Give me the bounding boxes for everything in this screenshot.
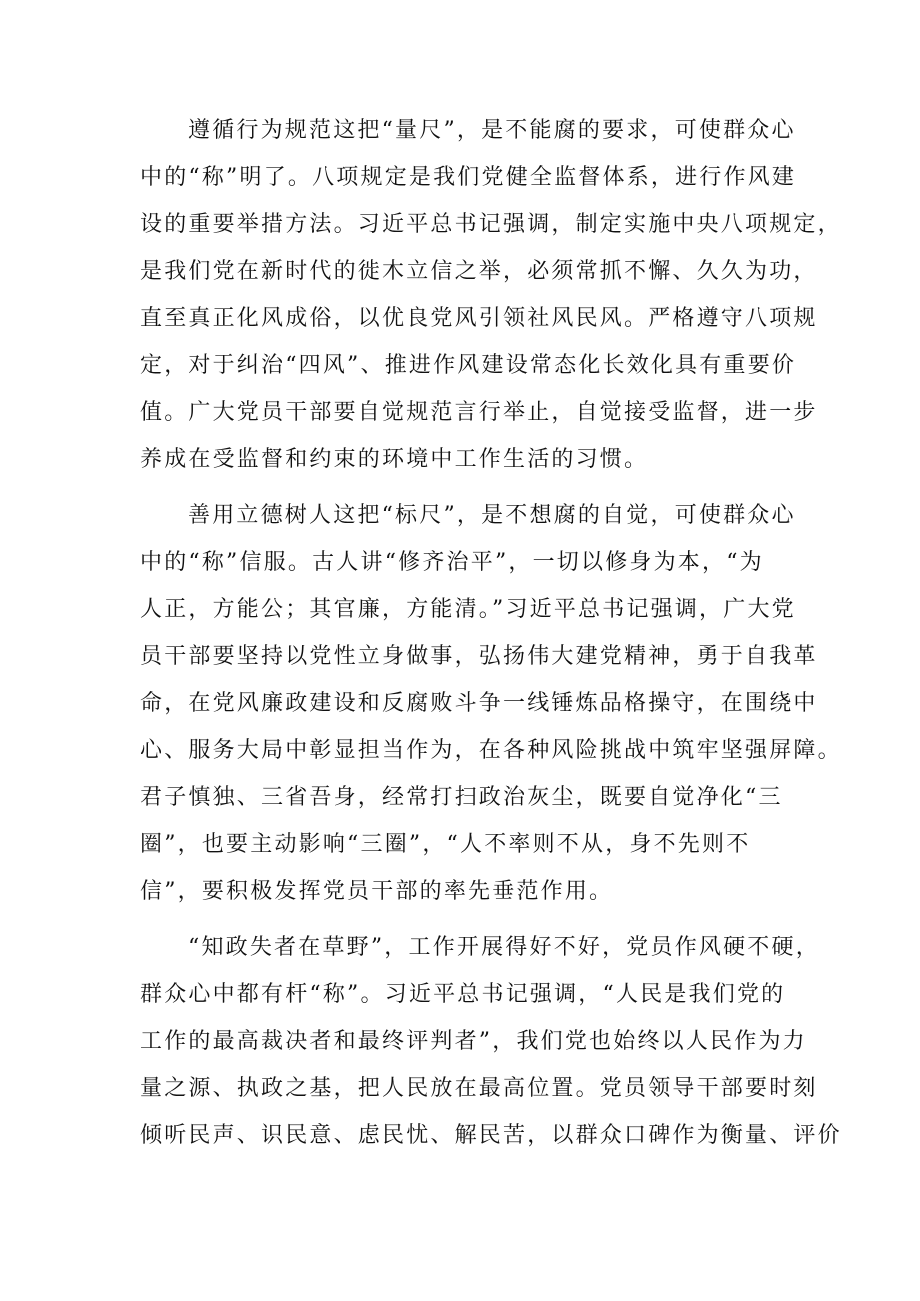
text-line: 圈”，也要主动影响“三圈”，“人不率则不从，身不先则不 (140, 832, 751, 857)
text-line: 人正，方能公；其官廉，方能清。”习近平总书记强调，广大党 (140, 597, 796, 622)
text-line: 倾听民声、识民意、虑民忧、解民苦，以群众口碑作为衡量、评价 (140, 1123, 842, 1148)
text-line: 量之源、执政之基，把人民放在最高位置。党员领导干部要时刻 (140, 1076, 818, 1101)
text-line: 命，在党风廉政建设和反腐败斗争一线锤炼品格操守，在围绕中 (140, 691, 818, 716)
text-line: 中的“称”明了。八项规定是我们党健全监督体系，进行作风建 (140, 165, 797, 190)
text-line: 设的重要举措方法。习近平总书记强调，制定实施中央八项规定， (140, 212, 842, 237)
text-line: 心、服务大局中彰显担当作为，在各种风险挑战中筑牢坚强屏障。 (140, 738, 842, 763)
text-line: “知政失者在草野”，工作开展得好不好，党员作风硬不硬， (188, 935, 820, 960)
text-line: 是我们党在新时代的徙木立信之举，必须常抓不懈、久久为功， (140, 259, 818, 284)
text-line: 直至真正化风成俗，以优良党风引领社风民风。严格遵守八项规 (140, 306, 818, 331)
text-line: 中的“称”信服。古人讲“修齐治平”，一切以修身为本，“为 (140, 550, 764, 575)
text-line: 信”，要积极发挥党员干部的率先垂范作用。 (140, 879, 614, 904)
text-line: 遵循行为规范这把“量尺”，是不能腐的要求，可使群众心 (188, 118, 796, 143)
text-line: 定，对于纠治“四风”、推进作风建设常态化长效化具有重要价 (140, 353, 797, 378)
text-line: 善用立德树人这把“标尺”，是不想腐的自觉，可使群众心 (188, 503, 796, 528)
text-line: 员干部要坚持以党性立身做事，弘扬伟大建党精神，勇于自我革 (140, 644, 818, 669)
text-line: 工作的最高裁决者和最终评判者”，我们党也始终以人民作为力 (140, 1029, 807, 1054)
text-line: 群众心中都有杆“称”。习近平总书记强调，“人民是我们党的 (140, 982, 786, 1007)
text-line: 养成在受监督和约束的环境中工作生活的习惯。 (140, 447, 649, 472)
text-line: 值。广大党员干部要自觉规范言行举止，自觉接受监督，进一步 (140, 400, 818, 425)
text-line: 君子慎独、三省吾身，经常打扫政治灰尘，既要自觉净化“三 (140, 785, 783, 810)
